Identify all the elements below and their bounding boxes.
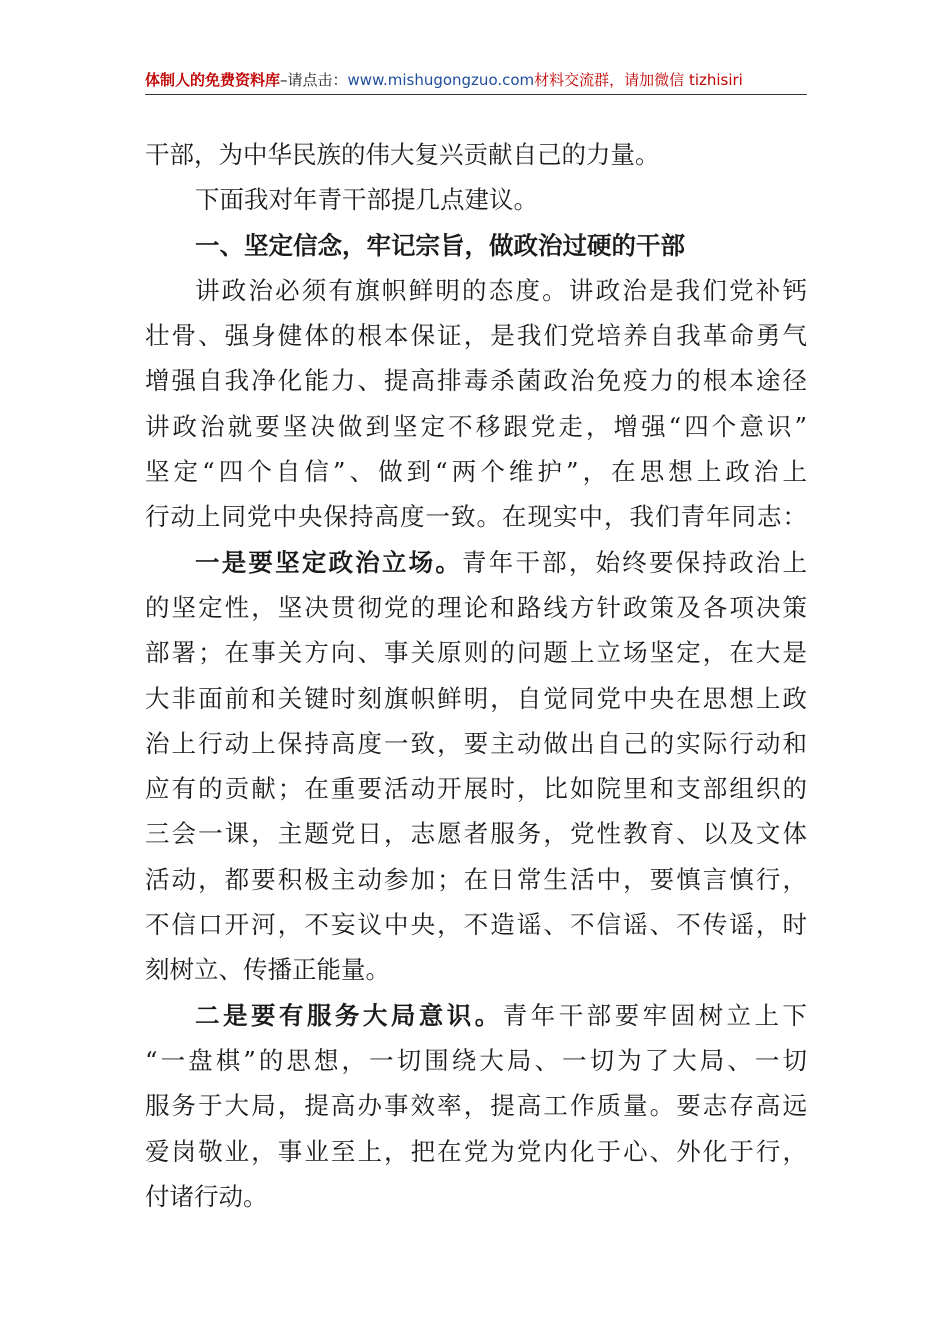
- page-header: [145, 66, 807, 95]
- text-line: 应有的贡献；在重要活动开展时，比如院里和支部组织的: [145, 774, 807, 804]
- text-line: 坚定“四个自信”、做到“两个维护”，在思想上政治上: [145, 457, 807, 487]
- point-text: 青年干部要牢固树立上下: [502, 1000, 808, 1030]
- text-line: “一盘棋”的思想，一切围绕大局、一切为了大局、一切: [145, 1045, 807, 1075]
- text-line: 付诸行动。: [145, 1181, 268, 1211]
- text-line: 讲政治就要坚决做到坚定不移跟党走，增强“四个意识”: [145, 411, 807, 441]
- text-line: 服务于大局，提高办事效率，提高工作质量。要志存高远: [145, 1091, 807, 1121]
- header-url-link[interactable]: www.mishugongzuo.com: [347, 71, 535, 89]
- text-line: 干部，为中华民族的伟大复兴贡献自己的力量。: [145, 140, 660, 169]
- header-wechat-note: 材料交流群，请加微信 tizhisiri: [534, 71, 743, 89]
- paragraph-first-line: [145, 540, 807, 585]
- text-line: 不信口开河，不妄议中央，不造谣、不信谣、不传谣，时: [145, 910, 807, 940]
- point-lead-bold: 一是要坚定政治立场。: [195, 547, 463, 577]
- text-line: 大非面前和关键时刻旗帜鲜明，自觉同党中央在思想上政: [145, 683, 807, 713]
- text-line: 刻树立、传播正能量。: [145, 955, 390, 985]
- text-line: 增强自我净化能力、提高排毒杀菌政治免疫力的根本途径: [145, 366, 807, 396]
- text-line: 部署；在事关方向、事关原则的问题上立场坚定，在大是: [145, 638, 807, 668]
- header-click-label: –请点击：: [280, 71, 348, 89]
- document-body: [145, 132, 807, 1219]
- text-line: 下面我对年青干部提几点建议。: [195, 185, 538, 215]
- text-line: 三会一课，主题党日，志愿者服务，党性教育、以及文体: [145, 819, 807, 849]
- point-lead-bold: 二是要有服务大局意识。: [195, 1000, 503, 1030]
- text-line: 治上行动上保持高度一致，要主动做出自己的实际行动和: [145, 728, 807, 758]
- point-text: 青年干部，始终要保持政治上: [462, 547, 808, 577]
- text-line: 活动，都要积极主动参加；在日常生活中，要慎言慎行，: [145, 864, 807, 894]
- header-library-name: 体制人的免费资料库: [145, 71, 281, 89]
- text-line: 讲政治必须有旗帜鲜明的态度。讲政治是我们党补钙: [195, 275, 807, 305]
- text-line: 的坚定性，坚决贯彻党的理论和路线方针政策及各项决策: [145, 592, 807, 622]
- text-line: 壮骨、强身健体的根本保证，是我们党培养自我革命勇气: [145, 321, 807, 351]
- text-line: 行动上同党中央保持高度一致。在现实中，我们青年同志：: [145, 502, 807, 532]
- text-line: 爱岗敬业，事业至上，把在党为党内化于心、外化于行，: [145, 1136, 807, 1166]
- section-heading: 一、坚定信念，牢记宗旨，做政治过硬的干部: [195, 230, 685, 260]
- paragraph-first-line: [145, 993, 807, 1038]
